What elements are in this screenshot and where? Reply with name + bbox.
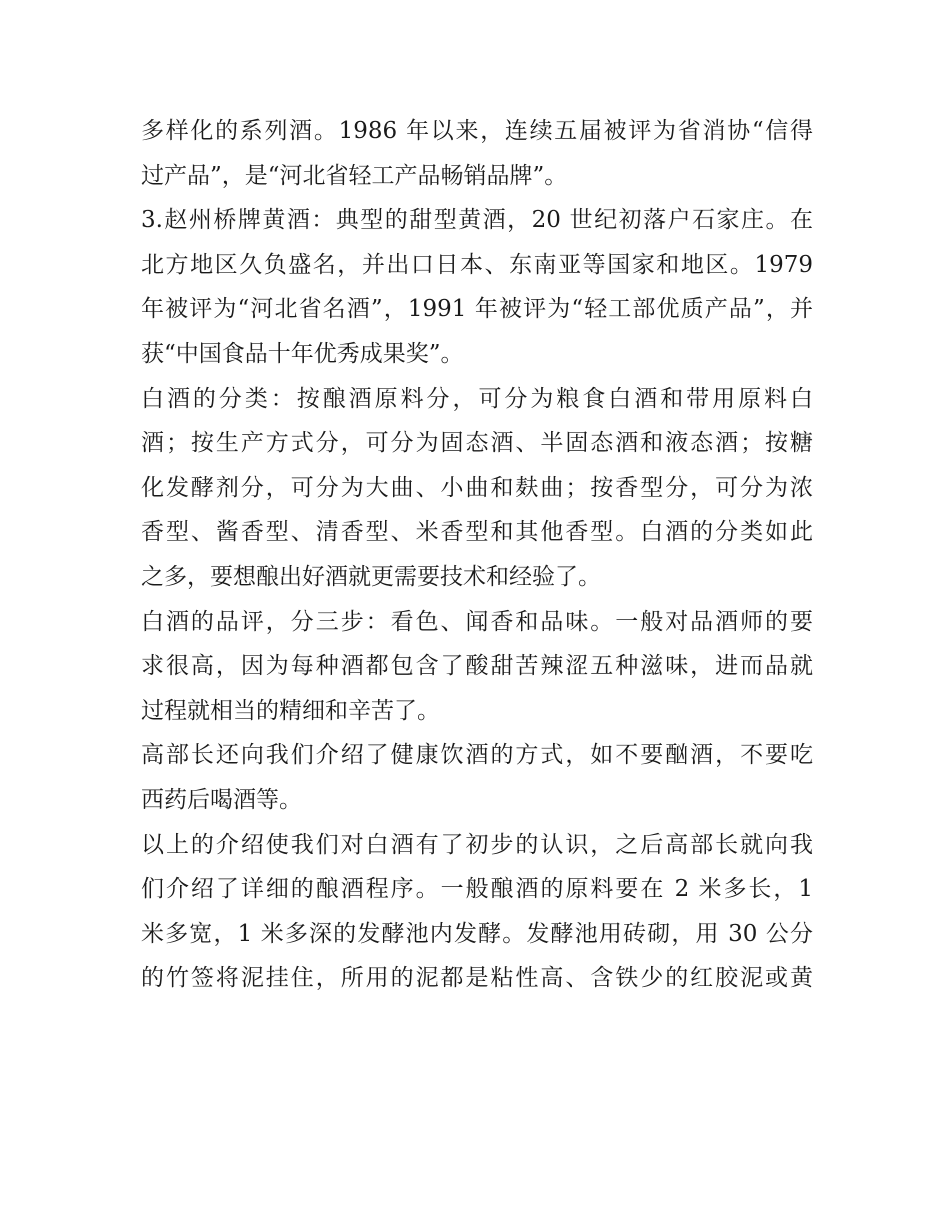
text-line: 多样化的系列酒。1986 年以来，连续五届被评为省消协“信得: [141, 118, 813, 144]
text-line: 西药后喝酒等。: [141, 786, 302, 813]
text-line: 北方地区久负盛名，并出口日本、东南亚等国家和地区。1979: [141, 251, 813, 278]
text-line: 过产品”，是“河北省轻工产品畅销品牌”。: [141, 162, 568, 189]
text-line: 以上的介绍使我们对白酒有了初步的认识，之后高部长就向我: [141, 831, 813, 858]
text-line: 们介绍了详细的酿酒程序。一般酿酒的原料要在 2 米多长，1: [141, 876, 813, 903]
text-line: 酒；按生产方式分，可分为固态酒、半固态酒和液态酒；按糖: [141, 430, 813, 457]
text-line: 的竹签将泥挂住，所用的泥都是粘性高、含铁少的红胶泥或黄: [141, 965, 813, 992]
text-line: 年被评为“河北省名酒”，1991 年被评为“轻工部优质产品”，并: [141, 296, 813, 323]
text-line: 白酒的品评，分三步：看色、闻香和品味。一般对品酒师的要: [141, 608, 813, 635]
text-line: 白酒的分类：按酿酒原料分，可分为粮食白酒和带用原料白: [141, 385, 813, 412]
text-line: 香型、酱香型、清香型、米香型和其他香型。白酒的分类如此: [141, 519, 813, 546]
text-line: 3.赵州桥牌黄酒：典型的甜型黄酒，20 世纪初落户石家庄。在: [141, 207, 813, 234]
text-line: 之多，要想酿出好酒就更需要技术和经验了。: [141, 563, 601, 590]
text-line: 过程就相当的精细和辛苦了。: [141, 697, 440, 724]
text-line: 高部长还向我们介绍了健康饮酒的方式，如不要酗酒，不要吃: [141, 742, 813, 769]
text-line: 求很高，因为每种酒都包含了酸甜苦辣涩五种滋味，进而品就: [141, 653, 813, 680]
text-line: 获“中国食品十年优秀成果奖”。: [141, 340, 464, 367]
text-line: 化发酵剂分，可分为大曲、小曲和麸曲；按香型分，可分为浓: [141, 474, 813, 501]
document-body: [141, 109, 813, 1001]
text-line: 米多宽，1 米多深的发酵池内发酵。发酵池用砖砌，用 30 公分: [141, 920, 813, 947]
